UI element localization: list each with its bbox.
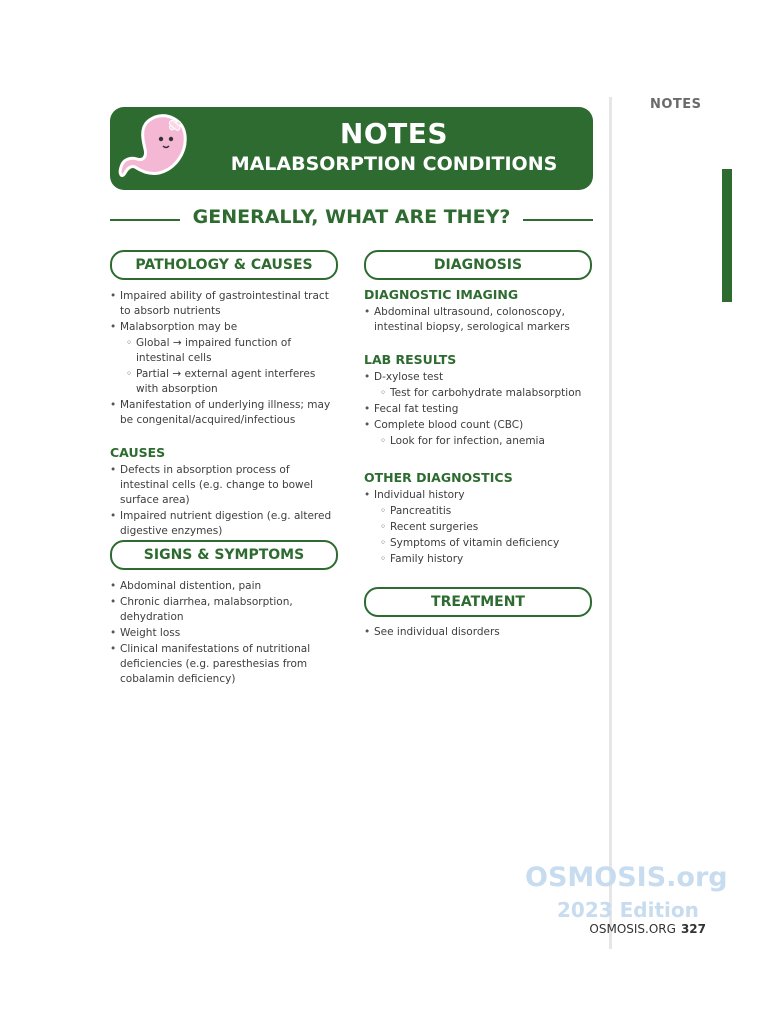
page-number: 327 xyxy=(680,922,706,936)
lab-heading: LAB RESULTS xyxy=(364,352,457,367)
list-item: • Abdominal distention, pain xyxy=(110,579,340,594)
list-item: ◦ Family history xyxy=(364,552,594,567)
page-divider xyxy=(609,97,612,949)
diagnosis-pill: DIAGNOSIS xyxy=(364,250,592,280)
section-heading xyxy=(110,205,593,235)
stomach-icon xyxy=(117,111,197,189)
pathology-causes-pill: PATHOLOGY & CAUSES xyxy=(110,250,338,280)
list-item: • Malabsorption may be xyxy=(110,320,340,335)
list-item: ◦ Recent surgeries xyxy=(364,520,594,535)
list-item: ◦ Look for for infection, anemia xyxy=(364,434,594,449)
list-item: • Complete blood count (CBC) xyxy=(364,418,594,433)
list-item: • Manifestation of underlying illness; may be congenital/acquired/infectious xyxy=(110,398,340,428)
treatment-list xyxy=(364,625,594,641)
list-item: ◦ Global → impaired function of intestinal cells xyxy=(110,336,340,366)
signs-list xyxy=(110,579,340,688)
banner-subtitle: MALABSORPTION CONDITIONS xyxy=(230,153,558,175)
other-diagnostics-block xyxy=(364,470,594,568)
pathology-list xyxy=(110,289,340,429)
list-item: • Fecal fat testing xyxy=(364,402,594,417)
list-item: ◦ Test for carbohydrate malabsorption xyxy=(364,386,594,401)
list-item: • Individual history xyxy=(364,488,594,503)
list-item: • See individual disorders xyxy=(364,625,594,640)
chapter-tab xyxy=(722,169,732,302)
page-footer xyxy=(589,922,706,936)
list-item: • Impaired nutrient digestion (e.g. altered digestive enzymes) xyxy=(110,509,340,539)
watermark-edition: 2023 Edition xyxy=(557,898,699,922)
list-item: • Impaired ability of gastrointestinal tract to absorb nutrients xyxy=(110,289,340,319)
list-item: ◦ Pancreatitis xyxy=(364,504,594,519)
watermark-logo: OSMOSIS.org xyxy=(525,862,728,893)
list-item: ◦ Symptoms of vitamin deficiency xyxy=(364,536,594,551)
banner-title: NOTES xyxy=(339,117,449,150)
sidebar-notes-label: NOTES xyxy=(650,97,702,112)
causes-heading: CAUSES xyxy=(110,445,166,460)
imaging-block xyxy=(364,287,594,336)
other-diagnostics-heading: OTHER DIAGNOSTICS xyxy=(364,470,513,485)
heading-rule-right xyxy=(523,219,593,221)
list-item: • Defects in absorption process of intestinal cells (e.g. change to bowel surface area) xyxy=(110,463,340,508)
section-heading-text: GENERALLY, WHAT ARE THEY? xyxy=(192,206,511,228)
imaging-heading: DIAGNOSTIC IMAGING xyxy=(364,287,519,302)
list-item: • Chronic diarrhea, malabsorption, dehydration xyxy=(110,595,340,625)
list-item: • Clinical manifestations of nutritional deficiencies (e.g. paresthesias from cobalamin deficiency) xyxy=(110,642,340,687)
signs-symptoms-pill: SIGNS & SYMPTOMS xyxy=(110,540,338,570)
list-item: • Weight loss xyxy=(110,626,340,641)
list-item: ◦ Partial → external agent interferes with absorption xyxy=(110,367,340,397)
causes-block xyxy=(110,445,340,540)
lab-block xyxy=(364,352,594,450)
list-item: • D-xylose test xyxy=(364,370,594,385)
list-item: • Abdominal ultrasound, colonoscopy, intestinal biopsy, serological markers xyxy=(364,305,594,335)
treatment-pill: TREATMENT xyxy=(364,587,592,617)
footer-site: OSMOSIS.ORG xyxy=(589,922,676,936)
